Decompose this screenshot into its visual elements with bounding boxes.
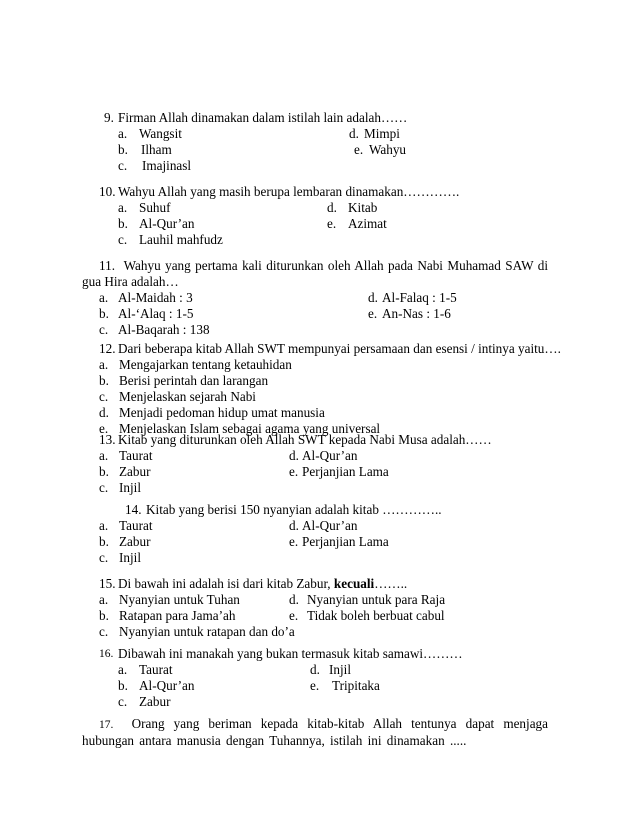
option-letter: d.: [368, 290, 378, 305]
option-letter: a.: [99, 518, 109, 533]
option-letter: c.: [99, 389, 109, 404]
option-letter: c.: [99, 322, 109, 337]
option-text: Tidak boleh berbuat cabul: [307, 608, 445, 623]
option-text: Al-Falaq : 1-5: [382, 290, 457, 305]
question-number: 9.: [104, 110, 114, 125]
option-letter: d.: [99, 405, 109, 420]
question-number: 11.: [99, 258, 115, 273]
option-text: Injil: [329, 662, 351, 677]
question-15: [0, 576, 638, 640]
option-text: An-Nas : 1-6: [382, 306, 451, 321]
option-letter: c.: [99, 480, 109, 495]
option-text: Al-Baqarah : 138: [118, 322, 210, 337]
option-letter: a.: [99, 592, 109, 607]
question-number: 10.: [99, 184, 116, 199]
option-text: Injil: [119, 480, 141, 495]
question-12: [0, 341, 638, 437]
question-number: 14.: [125, 502, 142, 517]
option-letter: e.: [327, 216, 337, 231]
option-letter: a.: [118, 126, 128, 141]
question-text-start: Di bawah ini adalah isi dari kitab Zabur,: [118, 576, 331, 591]
question-number: 15.: [99, 576, 116, 591]
option-text: Al-Qur’an: [302, 518, 358, 533]
question-16: [0, 646, 638, 710]
question-text: Orang yang beriman kepada kitab-kitab Allah tentunya dapat menjaga hubungan antara manusia dengan Tuhannya, istilah ini dinamakan .....: [82, 716, 548, 748]
question-10: [0, 184, 638, 248]
option-text: Al-Qur’an: [302, 448, 358, 463]
option-letter: b.: [118, 678, 128, 693]
option-text: Nyanyian untuk ratapan dan do’a: [119, 624, 295, 639]
question-text: Dibawah ini manakah yang bukan termasuk kitab samawi………: [118, 646, 463, 661]
option-letter: d.: [310, 662, 320, 677]
option-letter: d.: [327, 200, 337, 215]
option-text: Al-Qur’an: [139, 216, 195, 231]
option-text: Suhuf: [139, 200, 171, 215]
question-number: 12.: [99, 341, 116, 356]
option-text: Taurat: [139, 662, 173, 677]
option-text: Zabur: [139, 694, 171, 709]
question-number: 17.: [99, 719, 114, 731]
option-letter: b.: [99, 608, 109, 623]
option-text: Menjelaskan sejarah Nabi: [119, 389, 256, 404]
question-text: Dari beberapa kitab Allah SWT mempunyai persamaan dan esensi / intinya yaitu….: [118, 341, 561, 356]
option-text: Perjanjian Lama: [302, 464, 389, 479]
option-text: Al-‘Alaq : 1-5: [118, 306, 194, 321]
option-text: Mimpi: [364, 126, 400, 141]
option-text: Ilham: [141, 142, 172, 157]
option-letter: b.: [99, 306, 109, 321]
question-text: Kitab yang berisi 150 nyanyian adalah kitab …………..: [146, 502, 442, 517]
option-text: Wahyu: [369, 142, 407, 157]
question-number: 16.: [99, 648, 114, 660]
option-text: Al-Qur’an: [139, 678, 195, 693]
option-letter: c.: [99, 624, 109, 639]
option-letter: a.: [99, 448, 109, 463]
option-letter: c.: [118, 232, 128, 247]
option-text: Menjelaskan Islam sebagai agama yang universal: [119, 421, 381, 436]
question-number: 13.: [99, 432, 116, 447]
option-text: Wangsit: [139, 126, 182, 141]
option-letter: d.: [289, 518, 299, 533]
question-text: Wahyu yang pertama kali diturunkan oleh Allah pada Nabi Muhamad SAW di gua Hira adalah…: [82, 258, 549, 289]
question-text-block: [82, 716, 548, 749]
option-text: Berisi perintah dan larangan: [119, 373, 269, 388]
option-text: Imajinasl: [142, 158, 192, 173]
question-text-end: ……..: [374, 576, 408, 591]
option-letter: b.: [99, 534, 109, 549]
option-letter: e.: [99, 421, 109, 436]
option-letter: e.: [310, 678, 320, 693]
option-letter: e.: [368, 306, 378, 321]
option-text: Tripitaka: [332, 678, 380, 693]
question-emphasis: kecuali: [333, 576, 375, 591]
option-letter: c.: [99, 550, 109, 565]
option-letter: d.: [289, 448, 299, 463]
option-text: Menjadi pedoman hidup umat manusia: [119, 405, 325, 420]
option-text: Al-Maidah : 3: [118, 290, 193, 305]
question-14: [0, 502, 638, 566]
question-13: [0, 432, 638, 496]
option-letter: d.: [349, 126, 359, 141]
option-text: Lauhil mahfudz: [139, 232, 223, 247]
option-text: Nyanyian untuk Tuhan: [119, 592, 240, 607]
option-letter: d.: [289, 592, 299, 607]
question-11: [0, 258, 638, 338]
option-text: Nyanyian untuk para Raja: [307, 592, 446, 607]
option-text: Zabur: [119, 534, 151, 549]
option-letter: a.: [118, 662, 128, 677]
option-letter: e.: [289, 534, 299, 549]
option-text: Perjanjian Lama: [302, 534, 389, 549]
question-text-block: [82, 258, 548, 290]
option-letter: b.: [99, 464, 109, 479]
option-letter: a.: [99, 290, 109, 305]
question-text: [118, 576, 407, 592]
option-text: Injil: [119, 550, 141, 565]
option-letter: e.: [354, 142, 364, 157]
option-letter: c.: [118, 694, 128, 709]
option-text: Taurat: [119, 448, 153, 463]
option-letter: b.: [118, 216, 128, 231]
option-letter: a.: [118, 200, 128, 215]
option-text: Mengajarkan tentang ketauhidan: [119, 357, 292, 372]
option-text: Ratapan para Jama’ah: [119, 608, 236, 623]
option-text: Azimat: [348, 216, 387, 231]
option-letter: a.: [99, 357, 109, 372]
option-text: Zabur: [119, 464, 151, 479]
question-9: [0, 110, 638, 174]
option-text: Kitab: [348, 200, 378, 215]
option-letter: b.: [118, 142, 128, 157]
option-letter: e.: [289, 464, 299, 479]
question-text: Firman Allah dinamakan dalam istilah lain adalah……: [118, 110, 408, 125]
option-text: Taurat: [119, 518, 153, 533]
option-letter: e.: [289, 608, 299, 623]
option-letter: b.: [99, 373, 109, 388]
question-text: Wahyu Allah yang masih berupa lembaran dinamakan………….: [118, 184, 460, 199]
option-letter: c.: [118, 158, 128, 173]
question-text: Kitab yang diturunkan oleh Allah SWT kepada Nabi Musa adalah……: [118, 432, 492, 447]
